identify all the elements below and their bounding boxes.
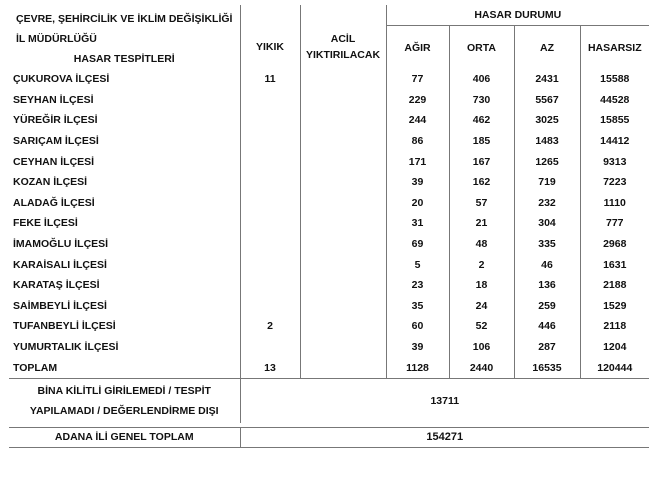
cell-yikik — [240, 172, 300, 193]
cell-hasarsiz: 1631 — [580, 254, 649, 275]
cell-orta: 2440 — [449, 357, 514, 378]
cell-orta: 48 — [449, 234, 514, 255]
header-acil — [300, 26, 386, 69]
cell-hasarsiz: 2118 — [580, 316, 649, 337]
damage-table — [9, 5, 649, 448]
table-row — [9, 193, 649, 214]
cell-hasarsiz: 14412 — [580, 131, 649, 152]
cell-agir: 244 — [386, 110, 449, 131]
cell-name: TOPLAM — [13, 361, 58, 374]
table-title — [9, 5, 240, 69]
cell-yikik — [240, 151, 300, 172]
cell-name: İMAMOĞLU İLÇESİ — [13, 238, 109, 251]
cell-yikik: 2 — [240, 316, 300, 337]
genel-toplam-value: 154271 — [240, 427, 649, 447]
cell-acil — [300, 234, 386, 255]
genel-toplam-row — [9, 427, 649, 447]
cell-acil — [300, 193, 386, 214]
cell-orta: 185 — [449, 131, 514, 152]
table-row — [9, 234, 649, 255]
header-az: AZ — [514, 26, 580, 69]
cell-orta: 2 — [449, 254, 514, 275]
cell-acil — [300, 172, 386, 193]
cell-yikik — [240, 234, 300, 255]
total-row — [9, 357, 649, 378]
bina-label — [9, 378, 240, 423]
cell-orta: 167 — [449, 151, 514, 172]
table-row — [9, 275, 649, 296]
cell-hasarsiz: 15588 — [580, 69, 649, 90]
title-line-3: HASAR TESPİTLERİ — [73, 53, 175, 65]
cell-yikik — [240, 337, 300, 358]
cell-hasarsiz: 1529 — [580, 296, 649, 317]
table-row — [9, 172, 649, 193]
cell-name: SEYHAN İLÇESİ — [13, 93, 94, 106]
cell-hasarsiz: 1204 — [580, 337, 649, 358]
cell-name: ÇUKUROVA İLÇESİ — [13, 73, 110, 86]
bina-value: 13711 — [240, 378, 649, 423]
cell-yikik — [240, 254, 300, 275]
genel-toplam-label: ADANA İLİ GENEL TOPLAM — [9, 427, 240, 447]
cell-hasarsiz: 15855 — [580, 110, 649, 131]
header-yikik-top — [240, 5, 300, 26]
table-row — [9, 337, 649, 358]
title-line-2: İL MÜDÜRLÜĞÜ — [16, 33, 97, 45]
header-row-top — [9, 5, 649, 26]
cell-yikik — [240, 296, 300, 317]
cell-name: YUMURTALIK İLÇESİ — [13, 341, 119, 354]
header-hasarsiz: HASARSIZ — [580, 26, 649, 69]
cell-az: 3025 — [514, 110, 580, 131]
table-row — [9, 213, 649, 234]
cell-az: 46 — [514, 254, 580, 275]
cell-name: SARIÇAM İLÇESİ — [13, 135, 99, 148]
cell-orta: 52 — [449, 316, 514, 337]
table-row — [9, 69, 649, 90]
cell-acil — [300, 151, 386, 172]
header-yikik: YIKIK — [240, 26, 300, 69]
cell-orta: 106 — [449, 337, 514, 358]
cell-yikik — [240, 275, 300, 296]
cell-yikik — [240, 90, 300, 111]
cell-az: 136 — [514, 275, 580, 296]
cell-az: 5567 — [514, 90, 580, 111]
cell-name: YÜREĞİR İLÇESİ — [13, 114, 98, 127]
cell-agir: 23 — [386, 275, 449, 296]
cell-acil — [300, 316, 386, 337]
table-row — [9, 254, 649, 275]
cell-name: TUFANBEYLİ İLÇESİ — [13, 320, 116, 333]
cell-acil — [300, 357, 386, 378]
header-acil-top — [300, 5, 386, 26]
cell-name: CEYHAN İLÇESİ — [13, 155, 95, 168]
cell-name: ALADAĞ İLÇESİ — [13, 196, 95, 209]
cell-agir: 35 — [386, 296, 449, 317]
cell-orta: 57 — [449, 193, 514, 214]
cell-hasarsiz: 2188 — [580, 275, 649, 296]
cell-yikik: 11 — [240, 69, 300, 90]
cell-az: 304 — [514, 213, 580, 234]
cell-az: 259 — [514, 296, 580, 317]
cell-acil — [300, 337, 386, 358]
cell-acil — [300, 90, 386, 111]
cell-az: 1265 — [514, 151, 580, 172]
cell-name: KARAİSALI İLÇESİ — [13, 258, 107, 271]
bina-label-line1: BİNA KİLİTLİ GİRİLEMEDİ / TESPİT — [37, 384, 211, 397]
header-orta: ORTA — [449, 26, 514, 69]
cell-acil — [300, 213, 386, 234]
cell-agir: 39 — [386, 172, 449, 193]
cell-agir: 77 — [386, 69, 449, 90]
cell-agir: 69 — [386, 234, 449, 255]
header-acil-line1: ACİL — [330, 33, 356, 46]
cell-agir: 171 — [386, 151, 449, 172]
cell-name: KARATAŞ İLÇESİ — [13, 279, 100, 292]
cell-agir: 5 — [386, 254, 449, 275]
cell-acil — [300, 69, 386, 90]
cell-acil — [300, 275, 386, 296]
cell-hasarsiz: 1110 — [580, 193, 649, 214]
table-row — [9, 90, 649, 111]
header-acil-line2: YIKTIRILACAK — [305, 49, 381, 62]
cell-acil — [300, 131, 386, 152]
cell-name: SAİMBEYLİ İLÇESİ — [13, 299, 107, 312]
cell-acil — [300, 110, 386, 131]
cell-agir: 1128 — [386, 357, 449, 378]
table-row — [9, 131, 649, 152]
cell-orta: 462 — [449, 110, 514, 131]
cell-az: 719 — [514, 172, 580, 193]
cell-hasarsiz: 9313 — [580, 151, 649, 172]
table-row — [9, 151, 649, 172]
header-hasar-durumu: HASAR DURUMU — [386, 5, 649, 26]
cell-yikik — [240, 193, 300, 214]
cell-agir: 31 — [386, 213, 449, 234]
cell-name: KOZAN İLÇESİ — [13, 176, 88, 189]
cell-az: 446 — [514, 316, 580, 337]
cell-agir: 39 — [386, 337, 449, 358]
cell-agir: 60 — [386, 316, 449, 337]
title-line-1: ÇEVRE, ŞEHİRCİLİK VE İKLİM DEĞİŞİKLİĞİ — [16, 13, 233, 25]
cell-orta: 21 — [449, 213, 514, 234]
table-row — [9, 110, 649, 131]
cell-hasarsiz: 120444 — [580, 357, 649, 378]
cell-acil — [300, 254, 386, 275]
bina-row — [9, 378, 649, 423]
cell-orta: 24 — [449, 296, 514, 317]
cell-yikik: 13 — [240, 357, 300, 378]
cell-orta: 18 — [449, 275, 514, 296]
cell-name: FEKE İLÇESİ — [13, 217, 78, 230]
cell-hasarsiz: 2968 — [580, 234, 649, 255]
cell-az: 287 — [514, 337, 580, 358]
cell-hasarsiz: 44528 — [580, 90, 649, 111]
cell-az: 232 — [514, 193, 580, 214]
cell-orta: 730 — [449, 90, 514, 111]
cell-acil — [300, 296, 386, 317]
bina-label-line2: YAPILAMADI / DEĞERLENDİRME DIŞI — [29, 404, 219, 417]
cell-az: 16535 — [514, 357, 580, 378]
cell-az: 1483 — [514, 131, 580, 152]
cell-az: 335 — [514, 234, 580, 255]
cell-orta: 162 — [449, 172, 514, 193]
cell-hasarsiz: 777 — [580, 213, 649, 234]
cell-hasarsiz: 7223 — [580, 172, 649, 193]
cell-yikik — [240, 110, 300, 131]
cell-yikik — [240, 213, 300, 234]
cell-agir: 20 — [386, 193, 449, 214]
cell-agir: 86 — [386, 131, 449, 152]
cell-az: 2431 — [514, 69, 580, 90]
cell-yikik — [240, 131, 300, 152]
cell-orta: 406 — [449, 69, 514, 90]
header-agir: AĞIR — [386, 26, 449, 69]
cell-agir: 229 — [386, 90, 449, 111]
table-row — [9, 316, 649, 337]
table-row — [9, 296, 649, 317]
